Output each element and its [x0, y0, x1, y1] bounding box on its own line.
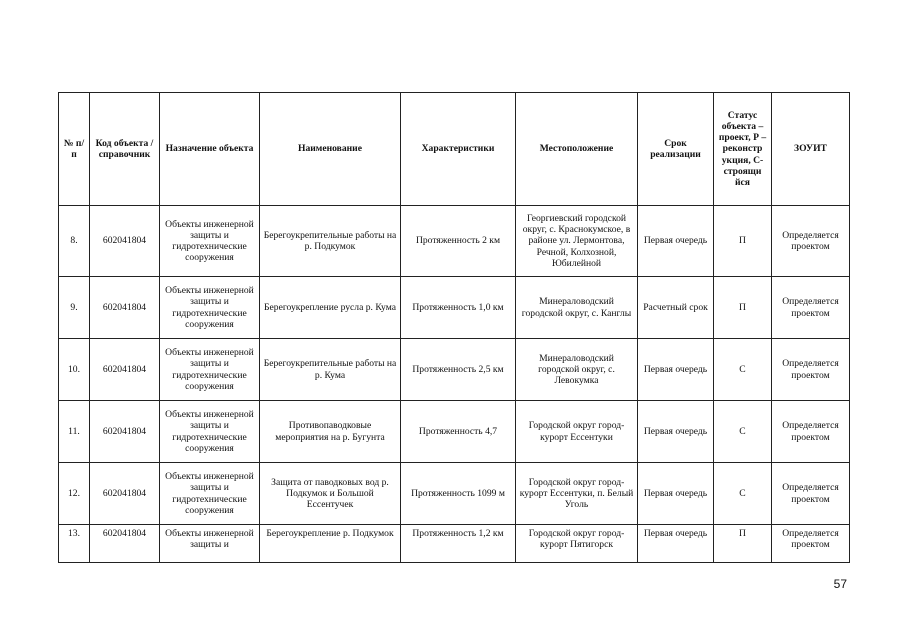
- header-characteristics: Характеристики: [401, 93, 516, 206]
- cell-name: Противопаводковые мероприятия на р. Бугунта: [260, 401, 401, 463]
- table-header-row: [59, 93, 850, 206]
- header-location: Местоположение: [516, 93, 638, 206]
- cell-characteristics: Протяженность 2 км: [401, 206, 516, 277]
- cell-zouit: Определяется проектом: [772, 463, 850, 525]
- cell-status: П: [714, 277, 772, 339]
- table-row: [59, 339, 850, 401]
- cell-status: П: [714, 525, 772, 563]
- cell-characteristics: Протяженность 1,2 км: [401, 525, 516, 563]
- cell-purpose: Объекты инженерной защиты и гидротехнические сооружения: [160, 401, 260, 463]
- cell-term: Первая очередь: [638, 525, 714, 563]
- cell-code: 602041804: [90, 339, 160, 401]
- cell-name: Берегоукрепление русла р. Кума: [260, 277, 401, 339]
- cell-zouit: Определяется проектом: [772, 525, 850, 563]
- cell-status: С: [714, 401, 772, 463]
- cell-code: 602041804: [90, 206, 160, 277]
- cell-characteristics: Протяженность 2,5 км: [401, 339, 516, 401]
- cell-location: Минераловодский городской округ, с. Канглы: [516, 277, 638, 339]
- cell-name: Защита от паводковых вод р. Подкумок и Большой Ессентучек: [260, 463, 401, 525]
- cell-characteristics: Протяженность 1,0 км: [401, 277, 516, 339]
- cell-code: 602041804: [90, 525, 160, 563]
- header-status: Статус объекта – проект, Р – реконстр укция, С- строящи йся: [714, 93, 772, 206]
- header-purpose: Назначение объекта: [160, 93, 260, 206]
- table-row: [59, 463, 850, 525]
- cell-purpose: Объекты инженерной защиты и гидротехнические сооружения: [160, 277, 260, 339]
- cell-zouit: Определяется проектом: [772, 401, 850, 463]
- cell-status: С: [714, 339, 772, 401]
- cell-number: 13.: [59, 525, 90, 563]
- header-name: Наименование: [260, 93, 401, 206]
- cell-code: 602041804: [90, 401, 160, 463]
- cell-location: Городской округ город-курорт Пятигорск: [516, 525, 638, 563]
- cell-zouit: Определяется проектом: [772, 206, 850, 277]
- page-number: 57: [833, 577, 847, 591]
- cell-name: Берегоукрепительные работы на р. Кума: [260, 339, 401, 401]
- cell-zouit: Определяется проектом: [772, 277, 850, 339]
- table-row: [59, 525, 850, 563]
- cell-characteristics: Протяженность 1099 м: [401, 463, 516, 525]
- cell-number: 12.: [59, 463, 90, 525]
- objects-table: [58, 92, 850, 563]
- cell-number: 9.: [59, 277, 90, 339]
- cell-status: П: [714, 206, 772, 277]
- table-row: [59, 277, 850, 339]
- table-row: [59, 206, 850, 277]
- cell-location: Городской округ город-курорт Ессентуки: [516, 401, 638, 463]
- cell-term: Первая очередь: [638, 401, 714, 463]
- cell-number: 11.: [59, 401, 90, 463]
- cell-characteristics: Протяженность 4,7: [401, 401, 516, 463]
- cell-purpose: Объекты инженерной защиты и гидротехнические сооружения: [160, 339, 260, 401]
- cell-purpose: Объекты инженерной защиты и гидротехнические сооружения: [160, 463, 260, 525]
- header-code: Код объекта / справочник: [90, 93, 160, 206]
- cell-location: Минераловодский городской округ, с. Левокумка: [516, 339, 638, 401]
- cell-purpose: Объекты инженерной защиты и гидротехнические сооружения: [160, 206, 260, 277]
- header-number: № п/п: [59, 93, 90, 206]
- cell-purpose: Объекты инженерной защиты и: [160, 525, 260, 563]
- cell-number: 8.: [59, 206, 90, 277]
- cell-name: Берегоукрепительные работы на р. Подкумок: [260, 206, 401, 277]
- cell-code: 602041804: [90, 463, 160, 525]
- header-term: Срок реализации: [638, 93, 714, 206]
- header-zouit: ЗОУИТ: [772, 93, 850, 206]
- cell-code: 602041804: [90, 277, 160, 339]
- cell-number: 10.: [59, 339, 90, 401]
- cell-location: Городской округ город-курорт Ессентуки, п. Белый Уголь: [516, 463, 638, 525]
- cell-term: Расчетный срок: [638, 277, 714, 339]
- cell-zouit: Определяется проектом: [772, 339, 850, 401]
- cell-term: Первая очередь: [638, 463, 714, 525]
- cell-name: Берегоукрепление р. Подкумок: [260, 525, 401, 563]
- cell-term: Первая очередь: [638, 206, 714, 277]
- cell-term: Первая очередь: [638, 339, 714, 401]
- table-row: [59, 401, 850, 463]
- cell-location: Георгиевский городской округ, с. Краснокумское, в районе ул. Лермонтова, Речной, Колхозной, Юбилейной: [516, 206, 638, 277]
- cell-status: С: [714, 463, 772, 525]
